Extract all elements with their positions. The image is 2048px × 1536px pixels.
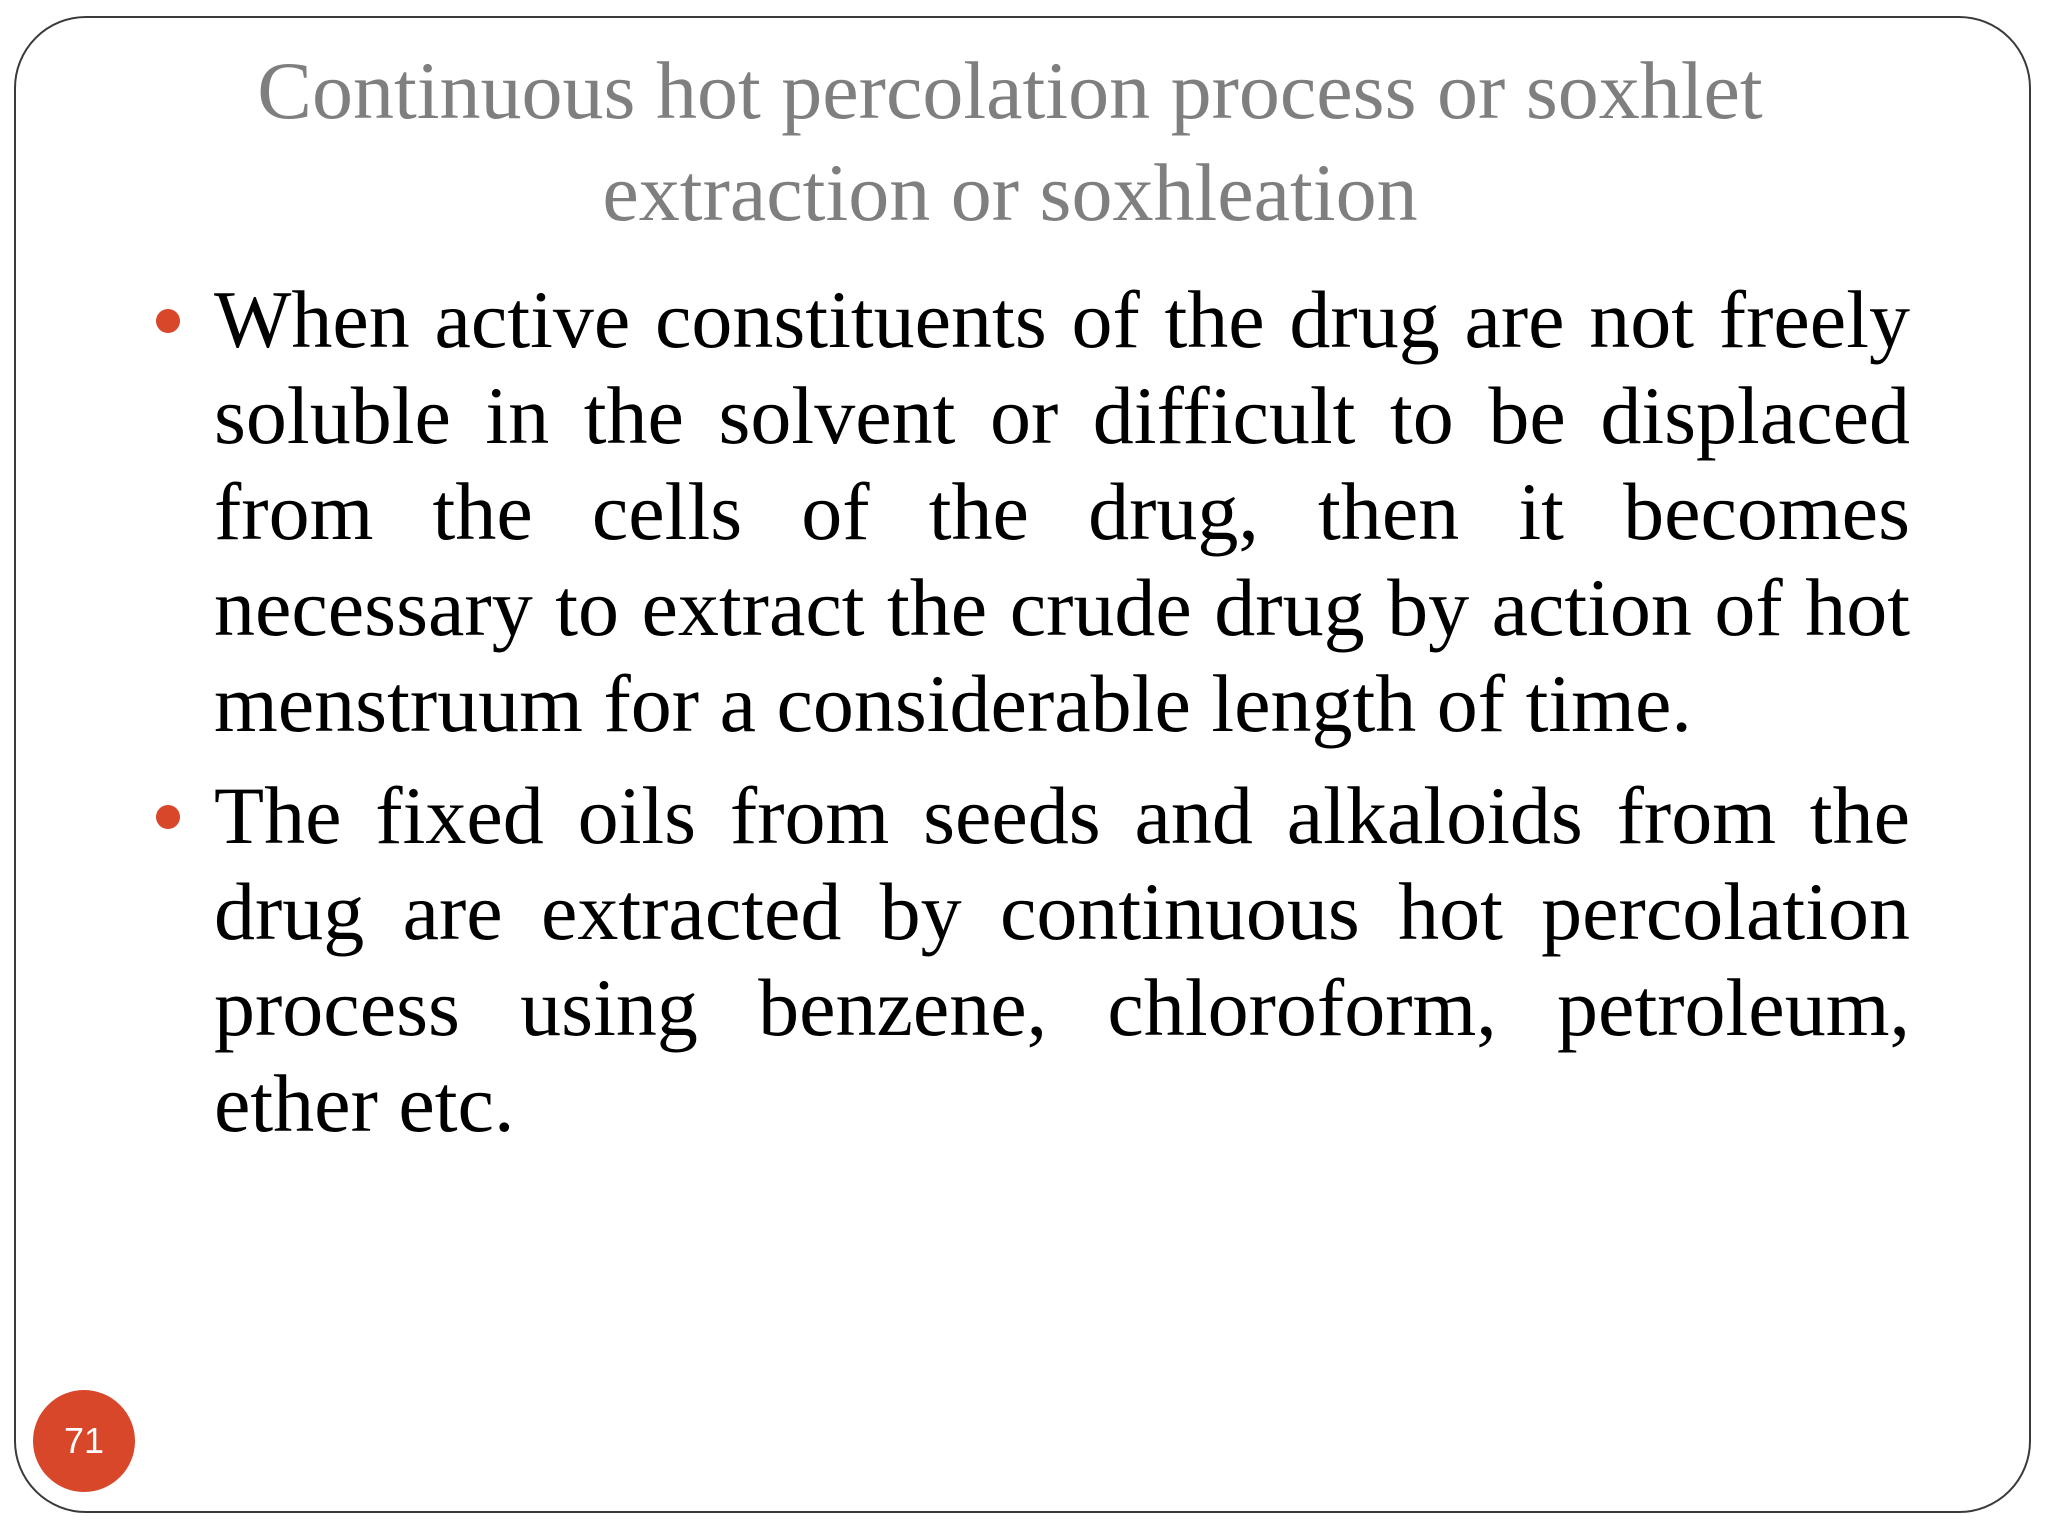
bullet-list	[150, 272, 1910, 1168]
page-number: 71	[63, 1420, 105, 1461]
page-number-badge	[33, 1390, 135, 1492]
bullet-text-1: When active constituents of the drug are not freely soluble in the solvent or difficult to be displaced from the cells of the drug, then it becomes necessary to extract the crude drug by action of hot menstruum for a considerable length of time.	[214, 274, 1910, 749]
slide-title	[150, 40, 1870, 244]
slide-title-line-2: extraction or soxhleation	[602, 147, 1418, 238]
bullet-text-2: The fixed oils from seeds and alkaloids from the drug are extracted by continuous hot percolation process using benzene, chloroform, petroleum, ether etc.	[214, 770, 1910, 1149]
slide-title-line-1: Continuous hot percolation process or soxhlet	[257, 45, 1763, 136]
bullet-item-1	[150, 272, 1910, 752]
bullet-item-2	[150, 768, 1910, 1152]
bullet-dot-icon	[156, 805, 180, 829]
bullet-dot-icon	[156, 309, 180, 333]
